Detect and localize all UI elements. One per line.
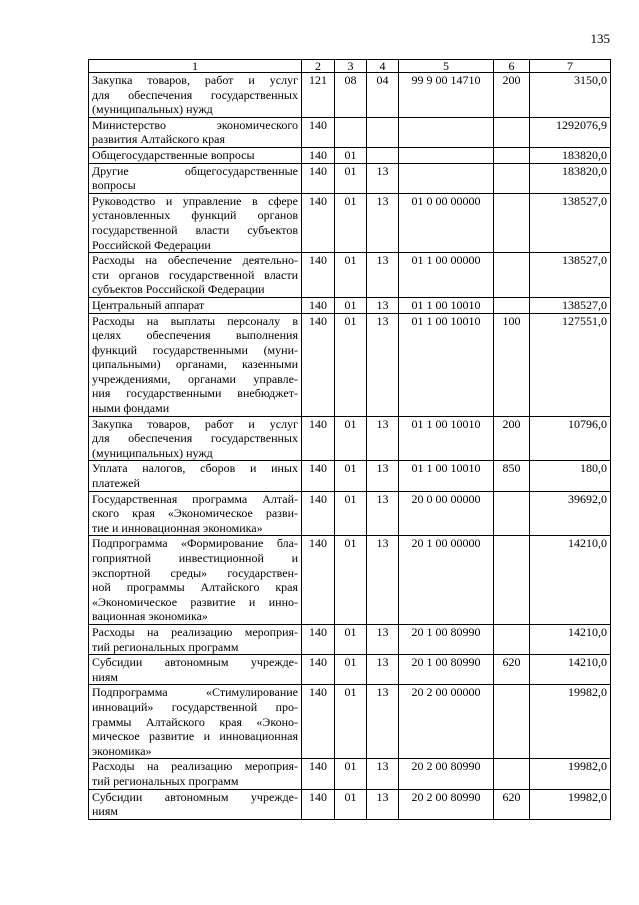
amount-cell: 138527,0 [530,193,611,252]
table-row [89,163,611,193]
expense-type-cell [494,624,530,654]
subsection-code-cell: 13 [367,461,399,491]
item-name-line: учреждениями, органами управле- [92,371,298,386]
item-name-cell [89,193,302,252]
subsection-code-cell: 13 [367,655,399,685]
item-name-line: Закупка товаров, работ и услуг [92,416,298,431]
ministry-code-cell: 140 [302,624,335,654]
section-code-cell: 01 [335,536,367,625]
section-code-cell: 01 [335,655,367,685]
header-cell: 3 [335,60,367,73]
ministry-code-cell: 140 [302,685,335,759]
expense-type-cell: 200 [494,416,530,461]
ministry-code-cell: 140 [302,491,335,536]
section-code-cell: 01 [335,163,367,193]
item-name-line: Закупка товаров, работ и услуг [92,73,298,87]
item-name-cell [89,536,302,625]
table-row [89,416,611,461]
subsection-code-cell [367,147,399,163]
section-code-cell: 01 [335,789,367,819]
ministry-code-cell: 140 [302,313,335,416]
page-number: 135 [590,31,610,46]
expense-type-cell: 200 [494,73,530,118]
item-name-line: установленных функций органов [92,208,298,223]
item-name-line: развития Алтайского края [92,132,225,147]
target-article-cell: 20 1 00 00000 [399,536,494,625]
subsection-code-cell [367,117,399,147]
header-cell: 5 [399,60,494,73]
section-code-cell: 01 [335,685,367,759]
target-article-cell: 20 1 00 80990 [399,655,494,685]
subsection-code-cell: 13 [367,624,399,654]
header-cell: 2 [302,60,335,73]
table-row [89,536,611,625]
header-cell: 6 [494,60,530,73]
item-name-line: тие и инновационная экономика» [92,520,263,535]
item-name-cell [89,117,302,147]
item-name-line: Подпрограмма «Формирование бла- [92,536,298,551]
table-row [89,655,611,685]
item-name-line: ными фондами [92,401,170,416]
table-row [89,297,611,313]
section-code-cell: 08 [335,73,367,118]
item-name-line: мическое развитие и инновационная [92,729,298,744]
section-code-cell: 01 [335,193,367,252]
table-row [89,73,611,118]
item-name-line: Субсидии автономным учрежде- [92,655,298,670]
ministry-code-cell: 140 [302,536,335,625]
ministry-code-cell: 121 [302,73,335,118]
amount-cell: 14210,0 [530,624,611,654]
subsection-code-cell: 13 [367,685,399,759]
amount-cell: 183820,0 [530,163,611,193]
subsection-code-cell: 13 [367,536,399,625]
target-article-cell [399,163,494,193]
table-row [89,117,611,147]
item-name-line: экономика» [92,743,152,758]
table-row [89,313,611,416]
item-name-cell [89,789,302,819]
item-name-cell [89,655,302,685]
table-row [89,253,611,298]
amount-cell: 138527,0 [530,253,611,298]
item-name-cell [89,491,302,536]
subsection-code-cell: 13 [367,297,399,313]
amount-cell: 39692,0 [530,491,611,536]
section-code-cell: 01 [335,297,367,313]
item-name-cell [89,73,302,118]
subsection-code-cell: 13 [367,759,399,789]
expense-type-cell [494,297,530,313]
item-name-line: Министерство экономического [92,117,298,132]
item-name-line: гоприятной инвестиционной и [92,551,298,565]
amount-cell: 19982,0 [530,685,611,759]
budget-table [88,59,611,820]
item-name-line: для обеспечения государственных [92,87,298,102]
subsection-code-cell: 13 [367,253,399,298]
ministry-code-cell: 140 [302,655,335,685]
item-name-line: Российской Федерации [92,237,211,252]
item-name-cell [89,163,302,193]
item-name-line: ципальными) органами, казенными [92,357,298,372]
item-name-line: экспортной среды» государствен- [92,565,298,580]
expense-type-cell [494,491,530,536]
table-row [89,491,611,536]
amount-cell: 183820,0 [530,147,611,163]
ministry-code-cell: 140 [302,147,335,163]
target-article-cell: 01 1 00 00000 [399,253,494,298]
section-code-cell: 01 [335,759,367,789]
ministry-code-cell: 140 [302,297,335,313]
item-name-cell [89,313,302,416]
expense-type-cell [494,163,530,193]
item-name-line: тий региональных программ [92,773,239,788]
expense-type-cell [494,685,530,759]
section-code-cell: 01 [335,253,367,298]
expense-type-cell [494,253,530,298]
target-article-cell: 99 9 00 14710 [399,73,494,118]
item-name-line: «Экономическое развитие и инно- [92,594,298,609]
subsection-code-cell: 04 [367,73,399,118]
item-name-cell [89,297,302,313]
item-name-line: субъектов Российской Федерации [92,282,265,297]
expense-type-cell [494,147,530,163]
amount-cell: 1292076,9 [530,117,611,147]
item-name-line: ной программы Алтайского края [92,580,298,595]
section-code-cell: 01 [335,313,367,416]
target-article-cell [399,147,494,163]
ministry-code-cell: 140 [302,253,335,298]
item-name-line: платежей [92,476,140,491]
table-row [89,759,611,789]
item-name-line: функций государственными (муни- [92,342,298,357]
target-article-cell: 01 1 00 10010 [399,416,494,461]
item-name-line: ния государственными внебюджет- [92,386,298,401]
header-row [89,60,611,73]
amount-cell: 19982,0 [530,789,611,819]
subsection-code-cell: 13 [367,193,399,252]
item-name-cell [89,147,302,163]
expense-type-cell: 850 [494,461,530,491]
header-cell: 1 [89,60,302,73]
subsection-code-cell: 13 [367,163,399,193]
amount-cell: 180,0 [530,461,611,491]
ministry-code-cell: 140 [302,789,335,819]
item-name-line: Расходы на выплаты персоналу в [92,313,298,328]
item-name-line: (муниципальных) нужд [92,445,213,460]
item-name-cell [89,759,302,789]
subsection-code-cell: 13 [367,313,399,416]
item-name-line: ниям [92,804,118,819]
item-name-line: ского края «Экономическое разви- [92,506,298,521]
ministry-code-cell: 140 [302,461,335,491]
amount-cell: 19982,0 [530,759,611,789]
subsection-code-cell: 13 [367,416,399,461]
amount-cell: 138527,0 [530,297,611,313]
target-article-cell: 01 1 00 10010 [399,461,494,491]
section-code-cell: 01 [335,491,367,536]
item-name-line: (муниципальных) нужд [92,102,213,117]
target-article-cell: 20 2 00 80990 [399,759,494,789]
item-name-line: целях обеспечения выполнения [92,328,298,343]
section-code-cell: 01 [335,624,367,654]
item-name-cell [89,624,302,654]
table-row [89,461,611,491]
section-code-cell: 01 [335,416,367,461]
table-row [89,789,611,819]
item-name-line: Уплата налогов, сборов и иных [92,461,298,476]
section-code-cell: 01 [335,461,367,491]
amount-cell: 3150,0 [530,73,611,118]
item-name-line: государственной власти субъектов [92,222,298,237]
header-cell: 4 [367,60,399,73]
expense-type-cell: 620 [494,655,530,685]
item-name-line: Руководство и управление в сфере [92,193,298,208]
section-code-cell [335,117,367,147]
table-row [89,193,611,252]
header-cell: 7 [530,60,611,73]
target-article-cell: 01 1 00 10010 [399,297,494,313]
item-name-line: Расходы на реализацию мероприя- [92,759,298,774]
amount-cell: 10796,0 [530,416,611,461]
target-article-cell: 01 0 00 00000 [399,193,494,252]
expense-type-cell: 620 [494,789,530,819]
item-name-cell [89,461,302,491]
target-article-cell: 20 1 00 80990 [399,624,494,654]
target-article-cell: 20 2 00 80990 [399,789,494,819]
ministry-code-cell: 140 [302,193,335,252]
ministry-code-cell: 140 [302,117,335,147]
item-name-line: для обеспечения государственных [92,431,298,446]
amount-cell: 14210,0 [530,655,611,685]
expense-type-cell [494,117,530,147]
table-row [89,147,611,163]
item-name-line: Расходы на реализацию мероприя- [92,624,298,639]
item-name-line: сти органов государственной власти [92,267,298,282]
item-name-cell [89,685,302,759]
item-name-line: вопросы [92,178,136,193]
expense-type-cell [494,536,530,625]
item-name-line: Субсидии автономным учрежде- [92,789,298,804]
item-name-line: Другие общегосударственные [92,163,298,178]
item-name-line: граммы Алтайского края «Эконо- [92,714,298,729]
amount-cell: 127551,0 [530,313,611,416]
item-name-line: вационная экономика» [92,609,208,624]
item-name-line: Расходы на обеспечение деятельно- [92,253,298,268]
ministry-code-cell: 140 [302,416,335,461]
item-name-cell [89,253,302,298]
item-name-line: ниям [92,669,118,684]
item-name-line: Подпрограмма «Стимулирование [92,685,298,700]
table-row [89,685,611,759]
item-name-line: инноваций» государственной про- [92,699,298,714]
target-article-cell: 20 2 00 00000 [399,685,494,759]
item-name-cell [89,416,302,461]
section-code-cell: 01 [335,147,367,163]
expense-type-cell: 100 [494,313,530,416]
table-row [89,624,611,654]
target-article-cell: 20 0 00 00000 [399,491,494,536]
item-name-line: Общегосударственные вопросы [92,147,255,162]
target-article-cell: 01 1 00 10010 [399,313,494,416]
expense-type-cell [494,193,530,252]
item-name-line: тий региональных программ [92,639,239,654]
amount-cell: 14210,0 [530,536,611,625]
ministry-code-cell: 140 [302,759,335,789]
ministry-code-cell: 140 [302,163,335,193]
item-name-line: Государственная программа Алтай- [92,491,298,506]
item-name-line: Центральный аппарат [92,297,205,312]
expense-type-cell [494,759,530,789]
subsection-code-cell: 13 [367,789,399,819]
subsection-code-cell: 13 [367,491,399,536]
target-article-cell [399,117,494,147]
